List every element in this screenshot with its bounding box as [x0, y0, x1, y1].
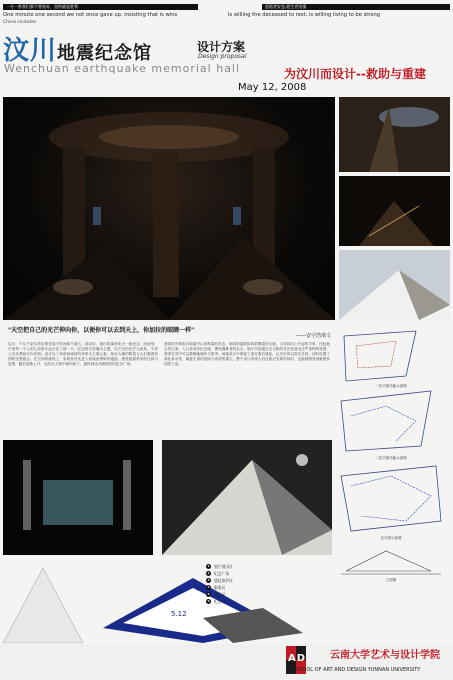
plan-caption-1: 一层平面功能示意图: [375, 384, 407, 388]
plan-label: 设计方案: [197, 40, 246, 54]
legend-item: 3 遗址保护区: [207, 577, 233, 583]
logo-text: AD: [288, 653, 307, 664]
body-column-2: [164, 342, 330, 367]
side-image-3: [339, 250, 450, 320]
quote-text: "天空把自己的光芒伸向你，以便你可以去到天上，你加拉的眼睛一样": [8, 327, 195, 334]
title-english: Wenchuan earthquake memorial hall: [4, 62, 241, 75]
render-image-right: [162, 440, 332, 555]
school-name-en: SCHOOL OF ART AND DESIGN YUNNAN UNIVERSITY: [292, 667, 421, 673]
banner-right: [262, 4, 450, 10]
slogan: 为汶川而设计--救助与重建: [284, 67, 426, 81]
legend-item: 5 休息区: [207, 591, 226, 597]
date-text: May 12, 2008: [238, 82, 307, 93]
english-left: One minute one second we not once gave up, insisting that is wins: [3, 12, 178, 18]
body-column-1: [8, 342, 158, 367]
plans-column: [336, 326, 450, 586]
legend-item: 2 纪念广场: [207, 570, 230, 576]
english-right: Is willing the deceased to rest, is willing living to be strong: [228, 12, 381, 18]
location-text: China sindutes: [3, 20, 37, 25]
side-image-1: [339, 97, 450, 172]
quote-author: ——安宇浩填文: [296, 333, 332, 339]
title-prefix: 汶川: [3, 36, 58, 66]
banner-left: [3, 4, 198, 10]
plan-caption-2: 二层平面功能示意图: [375, 456, 407, 460]
body-text-1: 汶川，千以千条生命定格在那个时间那个地方，那以后，我们将那里化为一座纪念，而此刻，中国每一个人的心里都永远记住了那一天。纪念馆以悲痛为主题，以天空的光芒为意象，引导人们从黑暗走向光明。设计以三角形和倾斜的体块为主要元素，象征大地的断裂与人们重建家园的坚强意志。在空间的流线上，参观者首先进入低矮而黑暗的通道，感受地震带来的压抑与恐惧，随后逐渐上升，光线从天窗中倾泻而下，最终到达开阔明亮的纪念广场。: [8, 342, 158, 366]
legend-item: 1 展厅展示区: [207, 563, 233, 569]
legend-item: 6 纪念墙: [207, 598, 226, 604]
side-image-2: [339, 176, 450, 246]
title-rest: 地震纪念馆: [57, 43, 153, 64]
svg-text:5.12: 5.12: [171, 610, 187, 618]
axonometric-drawing: [3, 558, 323, 643]
school-name-cn: 云南大学艺术与设计学院: [330, 650, 440, 661]
legend: [206, 563, 233, 605]
main-render-image: [3, 97, 335, 320]
plan-label-en: Design proposal: [198, 53, 247, 60]
render-image-left: [3, 440, 153, 555]
body-text-2: 建筑的外观取自地震中山体断裂的形态，倾斜的屋面如同被撕裂的大地，又如同向上升起的手掌，托起逝去的生命。入口处设有纪念墙，镌刻遇难者的名字。展厅内部通过光与影的对比营造出庄严肃穆的氛围，观者在其中可以静静地缅怀与思考。场地设计中保留了部分震后遗址，让历史得以真实呈现，同时设置了绿化和水景，寓意生命的延续与希望的重生。整个设计希望人们在铭记灾难的同时，也能够感受到重建家园的力量。: [164, 342, 330, 366]
banner-left-text: 一分一秒我们都不曾放弃，坚持就是胜利: [6, 4, 78, 9]
plan-caption-4: 立面图: [385, 578, 397, 582]
legend-item: 4 服务区: [207, 584, 226, 590]
plan-caption-3: 总平面示意图: [380, 536, 402, 540]
banner-right-text: 愿逝者安息,愿生者坚强: [265, 4, 307, 9]
